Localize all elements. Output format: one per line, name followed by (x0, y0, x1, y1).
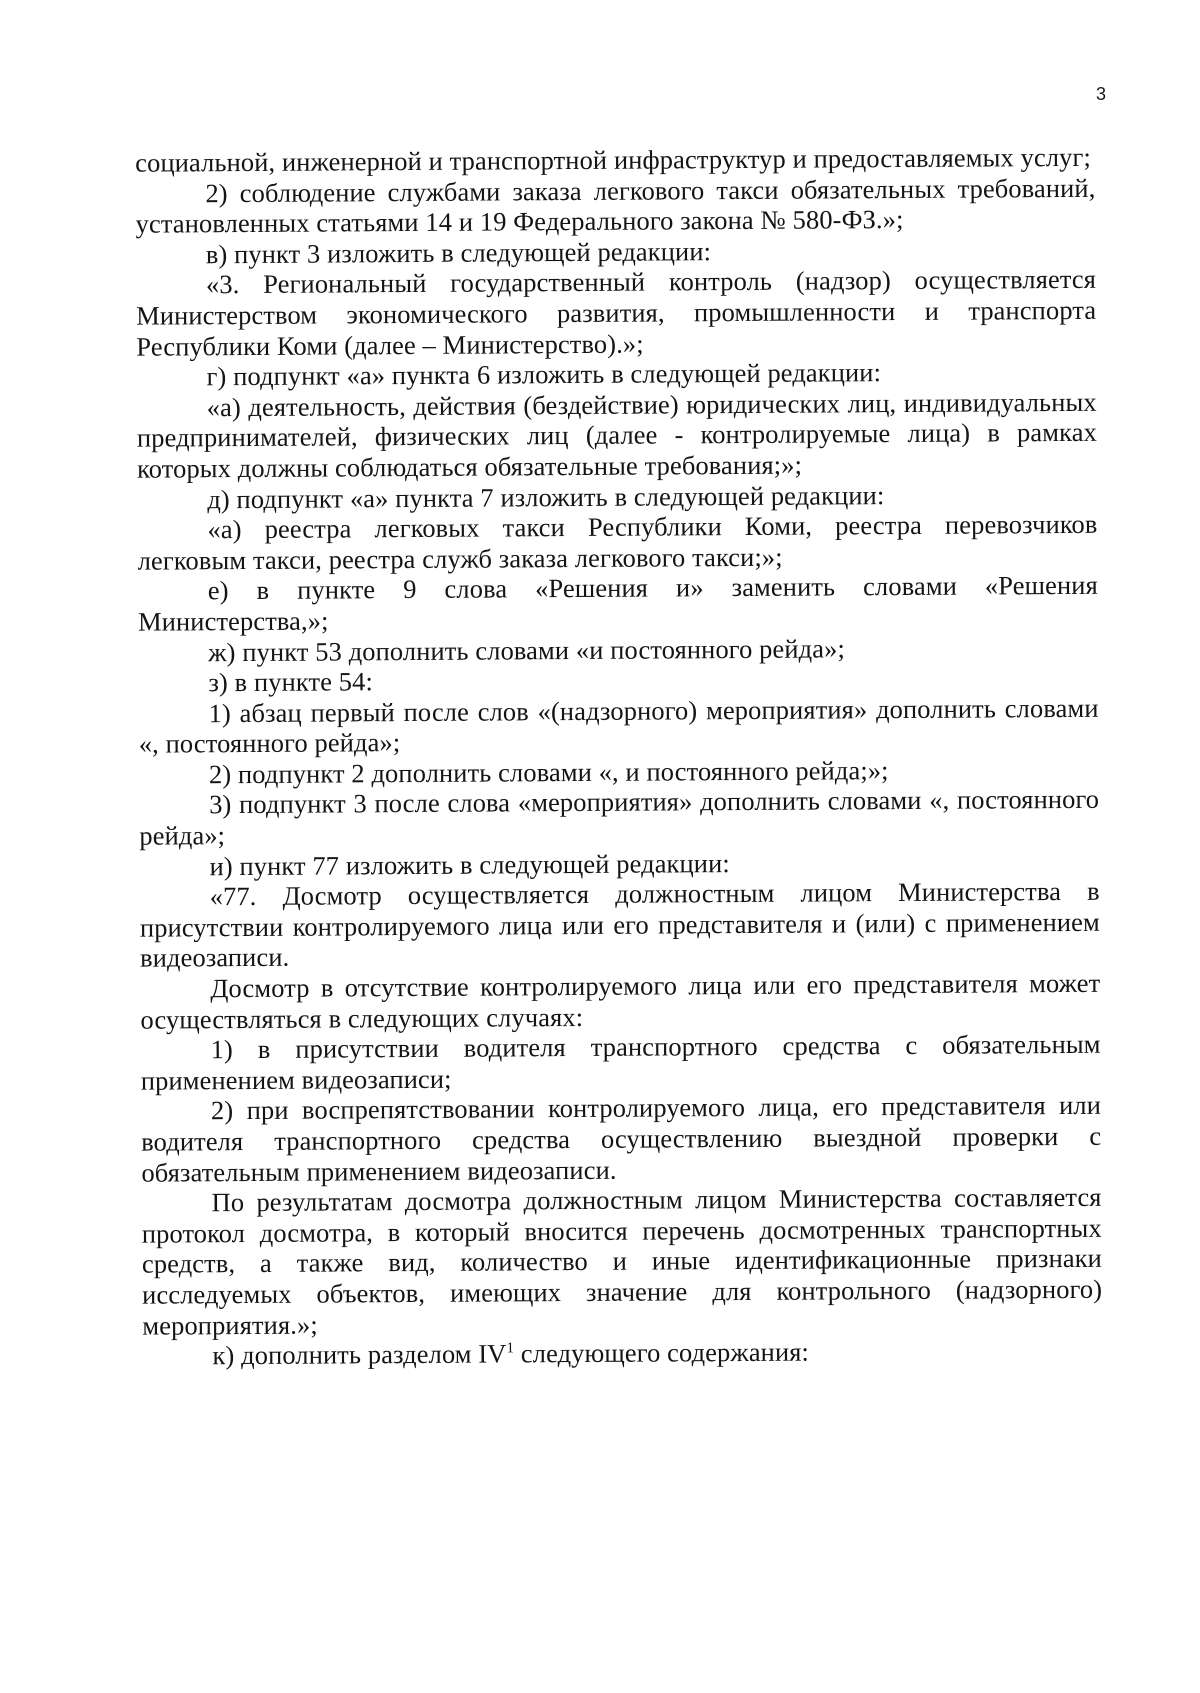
page-number: 3 (1095, 84, 1106, 104)
paragraph: 2) подпункт 2 дополнить словами «, и постоянного рейда;»; (208, 754, 889, 790)
paragraph: Досмотр в отсутствие контролируемого лица или его представителя может осуществляться в следующих случаях: (140, 967, 1101, 1035)
paragraph: з) в пункте 54: (208, 666, 374, 698)
paragraph: «а) деятельность, действия (бездействие) юридических лиц, индивидуальных предпринимателей, физических лиц (далее - контролируемые лица) в рамках которых должны соблюдаться обязательные требования;»; (136, 386, 1097, 484)
paragraph: «77. Досмотр осуществляется должностным лицом Министерства в присутствии контролируемого лица или его представителя и (или) с применением видеозаписи. (139, 876, 1100, 974)
paragraph: и) пункт 77 изложить в следующей редакции: (209, 847, 730, 881)
paragraph: 1) абзац первый после слов «(надзорного) мероприятия» дополнить словами «, постоянного рейда»; (138, 692, 1099, 759)
paragraph: По результатам досмотра должностным лицом Министерства составляется протокол досмотра, в который вносится перечень досмотренных транспортных средств, а также вид, количество и иные идентификационные признаки исследуемых объектов, имеющих значение для контрольного (надзорного) мероприятия.»; (141, 1181, 1103, 1341)
paragraph: социальной, инженерной и транспортной инфраструктур и предоставляемых услуг; (135, 141, 1091, 178)
document-body (135, 142, 1102, 1372)
paragraph: ж) пункт 53 дополнить словами «и постоянного рейда»; (208, 632, 845, 667)
paragraph: «а) реестра легковых такси Республики Коми, реестра перевозчиков легковым такси, реестра служб заказа легкового такси;»; (137, 508, 1098, 576)
paragraph: 3) подпункт 3 после слова «мероприятия» дополнить словами «, постоянного рейда»; (139, 784, 1100, 851)
paragraph: д) подпункт «а» пункта 7 изложить в следующей редакции: (207, 479, 885, 514)
paragraph: 1) в присутствии водителя транспортного средства с обязательным применением видеозаписи; (140, 1029, 1101, 1096)
paragraph: 2) соблюдение службами заказа легкового такси обязательных требований, установленных статьями 14 и 19 Федерального закона № 580-ФЗ.»; (135, 172, 1096, 239)
paragraph-text-before: к) дополнить разделом IV (212, 1338, 507, 1371)
paragraph: «3. Региональный государственный контроль (надзор) осуществляется Министерством экономического развития, промышленности и транспорта Республики Коми (далее – Министерство).»; (136, 264, 1097, 362)
paragraph: е) в пункте 9 слова «Решения и» заменить словами «Решения Министерства,»; (137, 570, 1098, 637)
paragraph-section-addition (142, 1335, 1102, 1371)
paragraph: г) подпункт «а» пункта 6 изложить в следующей редакции: (206, 357, 882, 392)
paragraph-text-after: следующего содержания: (514, 1336, 810, 1369)
paragraph: 2) при воспрепятствовании контролируемого лица, его представителя или водителя транспортного средства осуществлению выездной проверки с обязательным применением видеозаписи. (141, 1090, 1102, 1188)
paragraph: в) пункт 3 изложить в следующей редакции: (205, 235, 712, 270)
superscript: 1 (506, 1340, 515, 1357)
